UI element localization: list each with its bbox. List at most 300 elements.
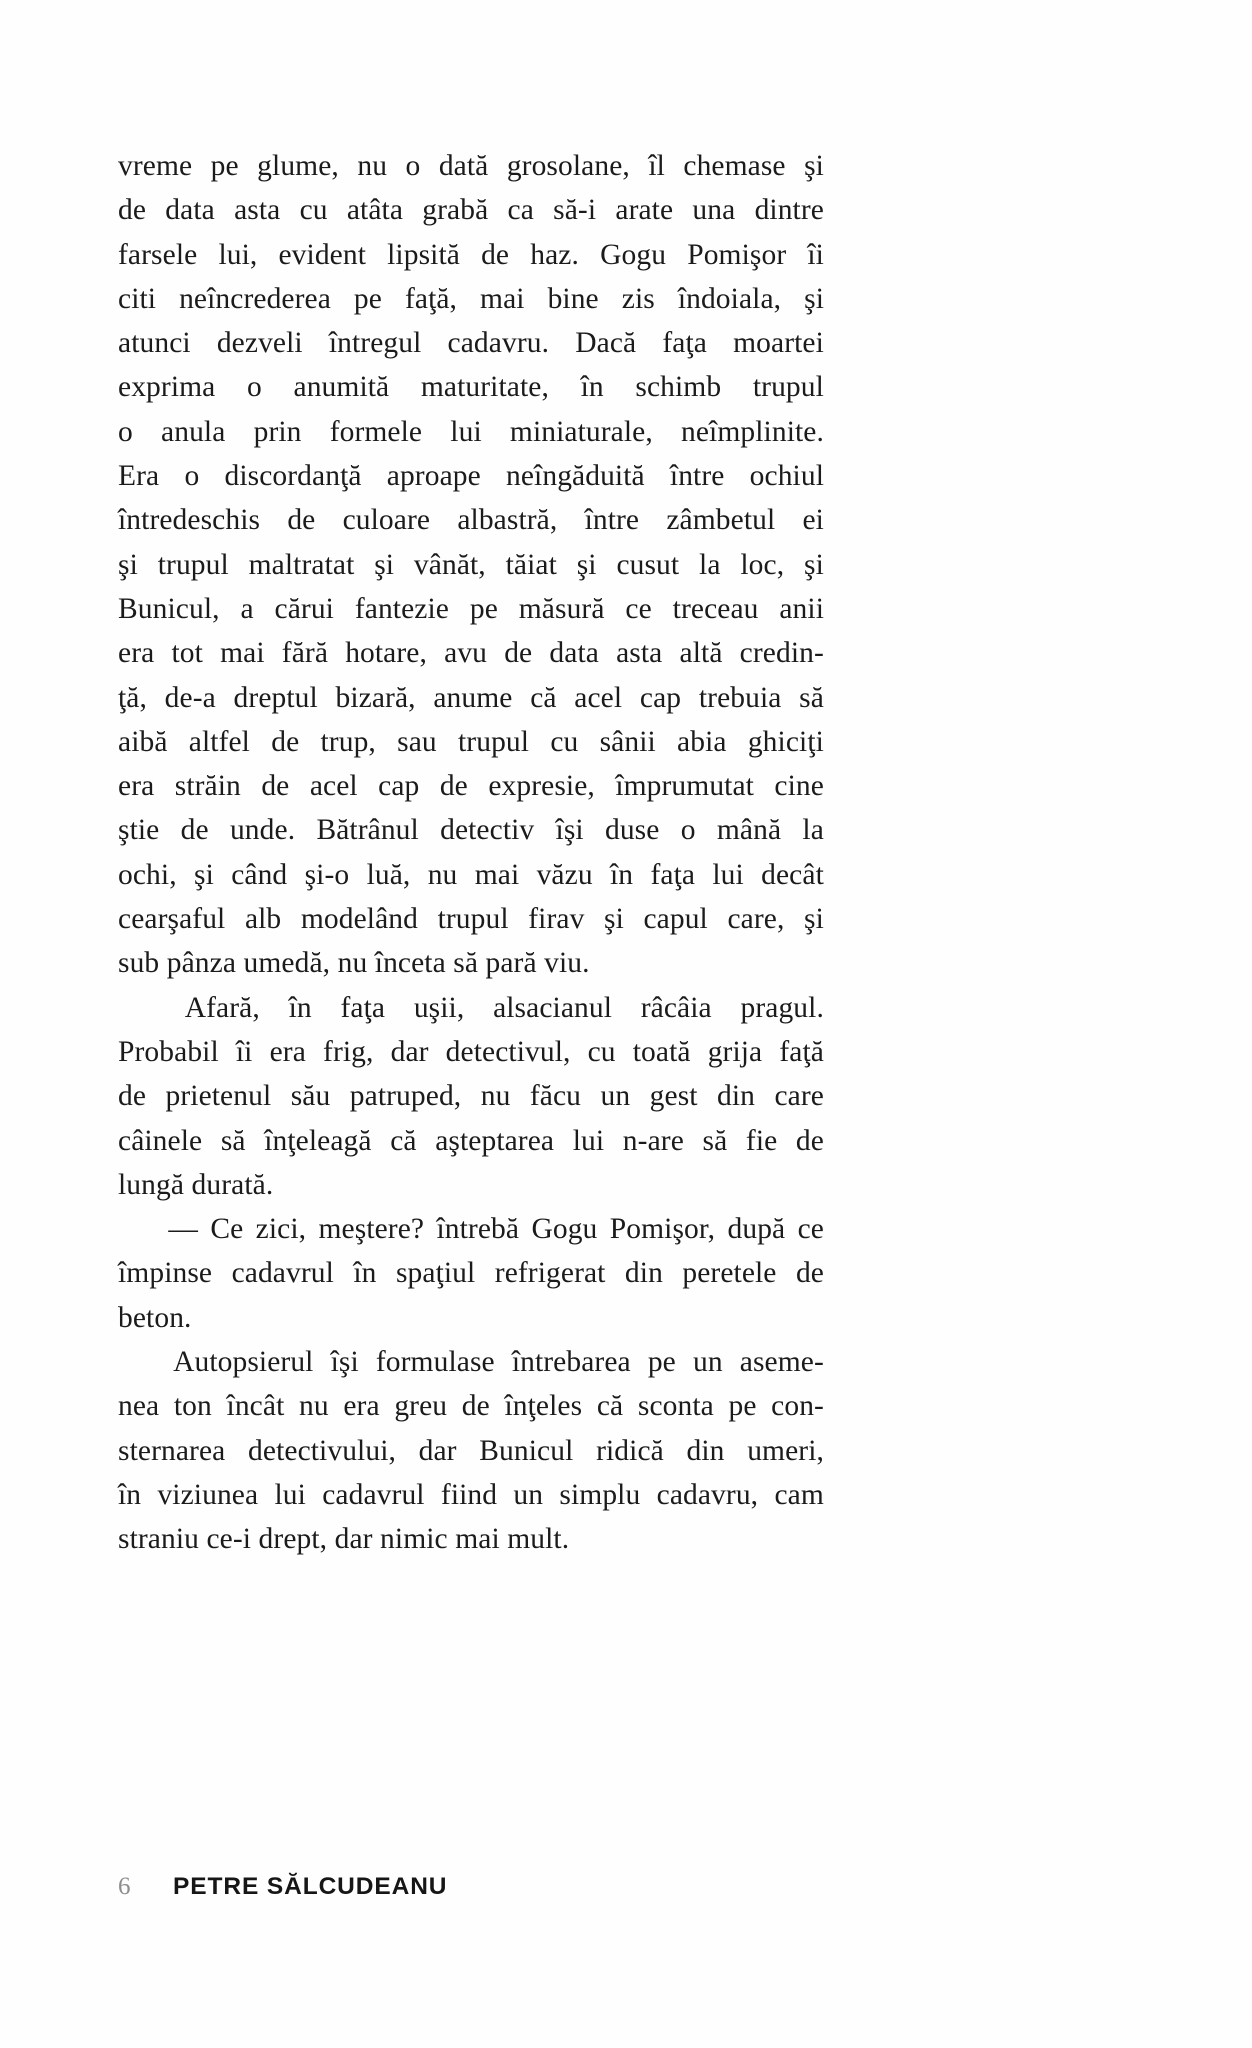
word: tot xyxy=(171,637,203,670)
text-line xyxy=(118,587,824,631)
word: a xyxy=(240,592,254,625)
text-line xyxy=(118,365,824,409)
word: că xyxy=(596,1390,624,1423)
page-footer xyxy=(118,1873,824,1901)
word: lipsită xyxy=(387,238,460,271)
word: care, xyxy=(727,903,785,936)
word: modelând xyxy=(300,903,418,936)
word: în xyxy=(118,1478,142,1511)
word: schimb xyxy=(635,371,722,404)
word: patruped, xyxy=(349,1080,462,1113)
word: alsacianul xyxy=(493,991,613,1024)
word: fie xyxy=(745,1124,778,1157)
word: Era xyxy=(118,460,160,493)
text-line xyxy=(118,631,824,675)
text-line xyxy=(118,720,824,764)
word: cap xyxy=(378,770,420,803)
word: faţă xyxy=(779,1035,824,1068)
word: frig, xyxy=(323,1035,374,1068)
word: prin xyxy=(253,415,302,448)
word: Probabil xyxy=(118,1035,219,1068)
word: întrebarea xyxy=(511,1346,631,1379)
word: lungă durată. xyxy=(118,1168,274,1201)
word: asta xyxy=(616,637,663,670)
word: refrigerat xyxy=(494,1257,606,1290)
word: ştie xyxy=(118,814,160,847)
word: râcâia xyxy=(640,991,712,1024)
word: expresie, xyxy=(488,770,595,803)
word: meştere? xyxy=(318,1213,425,1246)
word: straniu ce-i drept, dar nimic mai mult. xyxy=(118,1523,570,1556)
word: trupul xyxy=(437,903,509,936)
word: cărui xyxy=(274,592,334,625)
word: formulase xyxy=(375,1346,495,1379)
word: glume, xyxy=(257,150,339,182)
word: moartei xyxy=(733,327,824,360)
text-line xyxy=(118,144,824,188)
word: că xyxy=(530,681,557,714)
paragraph-indent xyxy=(118,1207,156,1251)
word: hotare, xyxy=(345,637,427,670)
word: firav xyxy=(528,903,585,936)
word: neîmplinite. xyxy=(681,415,824,448)
word: cusut xyxy=(616,548,680,581)
word: de xyxy=(795,1257,824,1290)
word: nu xyxy=(480,1080,511,1113)
word: de xyxy=(481,238,510,271)
word: ca xyxy=(507,194,534,227)
text-line xyxy=(118,1517,824,1561)
word: în xyxy=(288,991,312,1024)
word: beton. xyxy=(118,1301,192,1334)
word: grija xyxy=(707,1035,763,1068)
word: cam xyxy=(774,1478,824,1511)
word: grosolane, xyxy=(506,150,630,182)
word: îşi xyxy=(330,1346,359,1379)
word: detectivului, xyxy=(248,1434,396,1467)
word: şi-o xyxy=(304,858,350,891)
word: n-are xyxy=(622,1124,684,1157)
word: Bunicul, xyxy=(118,592,220,625)
text-line xyxy=(118,853,824,897)
word: evident xyxy=(278,238,367,271)
word: sub pânza umedă, nu înceta să pară viu. xyxy=(118,947,590,980)
word: câinele xyxy=(118,1124,203,1157)
word: capul xyxy=(643,903,708,936)
word: întrebă xyxy=(436,1213,520,1246)
word: cadavrul xyxy=(231,1257,334,1290)
word: ridică xyxy=(596,1434,664,1467)
word: pe xyxy=(728,1390,757,1423)
word: treceau xyxy=(672,592,759,625)
word: lui xyxy=(572,1124,605,1157)
word: o xyxy=(680,814,696,847)
word: înţeleagă xyxy=(264,1124,372,1157)
word: după xyxy=(727,1213,786,1246)
text-line xyxy=(118,1340,824,1384)
word: uşii, xyxy=(413,991,465,1024)
paragraph-autopsierul xyxy=(118,1340,824,1561)
word: miniaturale, xyxy=(509,415,653,448)
word: ţă, xyxy=(118,681,147,714)
word: un xyxy=(600,1080,631,1113)
word: arate xyxy=(615,194,674,227)
word: dreptul xyxy=(233,681,318,714)
word: să-i xyxy=(553,194,597,227)
word: şi xyxy=(604,903,624,936)
word: credin- xyxy=(739,637,824,670)
word: viziunea xyxy=(157,1478,259,1511)
word: alb xyxy=(244,903,282,936)
word: sau xyxy=(397,725,437,758)
running-head-author: PETRE SĂLCUDEANU xyxy=(173,1873,448,1900)
word: unde. xyxy=(229,814,296,847)
word: pragul. xyxy=(740,991,824,1024)
word: atâta xyxy=(346,194,404,227)
word: loc, xyxy=(740,548,785,581)
word: îi xyxy=(807,238,824,271)
text-line xyxy=(118,897,824,941)
word: maturitate, xyxy=(420,371,549,404)
word: vânăt, xyxy=(413,548,486,581)
word: cu xyxy=(550,725,579,758)
text-line xyxy=(118,1384,824,1428)
word: lui, xyxy=(218,238,258,271)
word: dintre xyxy=(754,194,824,227)
word: îl xyxy=(648,150,665,182)
word: atunci xyxy=(118,327,191,360)
word: o xyxy=(118,415,133,448)
word: era xyxy=(269,1035,306,1068)
word: ei xyxy=(802,504,824,537)
word: prietenul xyxy=(165,1080,272,1113)
word: Afară, xyxy=(184,991,260,1024)
paragraph-dialog xyxy=(118,1207,824,1340)
text-line xyxy=(118,1207,824,1251)
word: farsele xyxy=(118,238,198,271)
word: din xyxy=(686,1434,725,1467)
word: de xyxy=(439,770,468,803)
word: cadavru, xyxy=(656,1478,759,1511)
word: fără xyxy=(281,637,329,670)
text-line xyxy=(118,1429,824,1473)
word: aşteptarea xyxy=(435,1124,555,1157)
word: cap xyxy=(639,681,682,714)
word: îi xyxy=(235,1035,253,1068)
word: cadavru. xyxy=(447,327,550,360)
word: faţa xyxy=(340,991,386,1024)
word: nu xyxy=(299,1390,329,1423)
word: cine xyxy=(774,770,824,803)
word: şi xyxy=(374,548,395,581)
word: anii xyxy=(779,592,824,625)
word: la xyxy=(699,548,721,581)
word: străin xyxy=(174,770,241,803)
word: şi xyxy=(193,858,214,891)
word: trupul xyxy=(752,371,824,404)
word: fantezie xyxy=(354,592,449,625)
word: văzu xyxy=(536,858,593,891)
word: de xyxy=(261,770,290,803)
word: cadavrul xyxy=(322,1478,425,1511)
text-line xyxy=(118,941,824,985)
word: de xyxy=(461,1390,490,1423)
word: faţă, xyxy=(404,282,458,315)
word: bine xyxy=(547,282,599,315)
word: de xyxy=(118,1080,147,1113)
text-line xyxy=(118,233,824,277)
word: una xyxy=(692,194,736,227)
word: zici, xyxy=(255,1213,307,1246)
word: dată xyxy=(438,150,489,182)
text-line xyxy=(118,1074,824,1118)
word: sânii xyxy=(599,725,656,758)
word: Bătrânul xyxy=(316,814,419,847)
word: sternarea xyxy=(118,1434,226,1467)
word: greu xyxy=(394,1390,448,1423)
word: mai xyxy=(220,637,265,670)
word: faţa xyxy=(650,858,696,891)
word: zâmbetul xyxy=(666,504,776,537)
word: anume xyxy=(433,681,513,714)
word: gest xyxy=(649,1080,698,1113)
word: dezveli xyxy=(216,327,303,360)
word: de xyxy=(271,725,300,758)
word: Gogu xyxy=(531,1213,598,1246)
word: lui xyxy=(712,858,744,891)
page-text-block xyxy=(118,144,824,1562)
word: formele xyxy=(329,415,423,448)
word: decât xyxy=(761,858,824,891)
word: Autopsierul xyxy=(173,1346,314,1379)
text-line xyxy=(118,808,824,852)
word: şi xyxy=(804,282,824,315)
word: cearşaful xyxy=(118,903,226,936)
word: dar xyxy=(418,1434,457,1467)
word: acel xyxy=(574,681,623,714)
word: albastră, xyxy=(457,504,558,537)
word: aibă xyxy=(118,725,168,758)
word: neîncrederea xyxy=(179,282,331,315)
paragraph-indent xyxy=(118,1340,156,1384)
word: cu xyxy=(587,1035,616,1068)
word: pe xyxy=(353,282,382,315)
word: acel xyxy=(309,770,358,803)
word: o xyxy=(184,460,200,493)
text-line xyxy=(118,676,824,720)
word: zis xyxy=(621,282,655,315)
word: împinse xyxy=(118,1257,213,1290)
paragraph-continued xyxy=(118,144,824,986)
word: anula xyxy=(161,415,226,448)
word: şi xyxy=(804,150,824,182)
word: pe xyxy=(647,1346,676,1379)
word: luă, xyxy=(366,858,411,891)
word: să xyxy=(702,1124,728,1157)
word: o xyxy=(247,371,262,404)
word: la xyxy=(802,814,824,847)
word: ce xyxy=(797,1213,824,1246)
word: să xyxy=(799,681,824,714)
word: culoare xyxy=(342,504,431,537)
word: era xyxy=(118,770,155,803)
word: ce xyxy=(625,592,652,625)
word: trupul xyxy=(157,548,229,581)
word: de xyxy=(180,814,209,847)
word: şi xyxy=(804,548,824,581)
word: din xyxy=(717,1080,756,1113)
word: era xyxy=(118,637,155,670)
word: vreme xyxy=(118,150,193,182)
word: să xyxy=(220,1124,246,1157)
word: detectivul, xyxy=(445,1035,571,1068)
word: chemase xyxy=(683,150,786,182)
word: îşi xyxy=(555,814,584,847)
paragraph-afara xyxy=(118,986,824,1207)
text-line xyxy=(118,1296,824,1340)
word: un xyxy=(692,1346,723,1379)
word: în xyxy=(580,371,604,404)
word: în xyxy=(353,1257,377,1290)
word: cu xyxy=(299,194,328,227)
word: asta xyxy=(234,194,281,227)
word: de xyxy=(118,194,147,227)
word: discordanţă xyxy=(224,460,362,493)
word: umeri, xyxy=(747,1434,824,1467)
word: pe xyxy=(210,150,239,182)
word: Pomişor xyxy=(687,238,787,271)
word: data xyxy=(549,637,599,670)
word: îndoiala, xyxy=(677,282,782,315)
word: între xyxy=(669,460,725,493)
word: aseme- xyxy=(739,1346,824,1379)
word: de-a xyxy=(164,681,216,714)
word: abia xyxy=(677,725,727,758)
word: dar xyxy=(390,1035,429,1068)
text-line xyxy=(118,188,824,232)
word: făcu xyxy=(529,1080,582,1113)
word: lui xyxy=(450,415,482,448)
word: din xyxy=(624,1257,663,1290)
word: con- xyxy=(771,1390,824,1423)
word: mai xyxy=(474,858,520,891)
text-line xyxy=(118,1251,824,1295)
word: şi xyxy=(576,548,597,581)
text-line xyxy=(118,543,824,587)
word: Ce xyxy=(210,1213,244,1246)
word: întregul xyxy=(328,327,422,360)
word: în xyxy=(609,858,634,891)
word: un xyxy=(513,1478,544,1511)
word: Gogu xyxy=(600,238,667,271)
word: ochi, xyxy=(118,858,177,891)
text-line xyxy=(118,1163,824,1207)
word: de xyxy=(795,1124,824,1157)
word: ochiul xyxy=(749,460,824,493)
word: Bunicul xyxy=(479,1434,574,1467)
word: încât xyxy=(226,1390,285,1423)
word: între xyxy=(584,504,640,537)
word: trupul xyxy=(458,725,530,758)
word: mână xyxy=(716,814,782,847)
page-number: 6 xyxy=(118,1873,131,1900)
word: altă xyxy=(679,637,723,670)
word: când xyxy=(231,858,288,891)
text-line xyxy=(118,1473,824,1517)
text-line xyxy=(118,321,824,365)
word: Dacă xyxy=(575,327,637,360)
text-line xyxy=(118,410,824,454)
word: înţeles xyxy=(504,1390,583,1423)
word: maltratat xyxy=(248,548,355,581)
word: sconta xyxy=(637,1390,714,1423)
word: mai xyxy=(480,282,525,315)
word: de xyxy=(287,504,316,537)
word: fiind xyxy=(440,1478,498,1511)
word: — xyxy=(168,1213,198,1246)
word: faţa xyxy=(662,327,707,360)
word: aproape xyxy=(386,460,481,493)
word: data xyxy=(165,194,215,227)
word: haz. xyxy=(530,238,579,271)
word: citi xyxy=(118,282,157,315)
word: altfel xyxy=(188,725,250,758)
word: exprima xyxy=(118,371,216,404)
word: lui xyxy=(274,1478,306,1511)
text-line xyxy=(118,764,824,808)
word: simplu xyxy=(559,1478,641,1511)
word: tăiat xyxy=(505,548,557,581)
word: Pomişor, xyxy=(609,1213,716,1246)
word: era xyxy=(343,1390,380,1423)
text-line xyxy=(118,498,824,542)
word: ghiciţi xyxy=(747,725,824,758)
word: peretele xyxy=(682,1257,777,1290)
word: care xyxy=(774,1080,824,1113)
word: toată xyxy=(632,1035,691,1068)
word: avu xyxy=(444,637,488,670)
word: spaţiul xyxy=(395,1257,476,1290)
word: nu xyxy=(427,858,458,891)
word: nu xyxy=(357,150,388,182)
word: şi xyxy=(804,903,824,936)
word: ton xyxy=(173,1390,212,1423)
paragraph-indent xyxy=(118,986,156,1030)
text-line xyxy=(118,1030,824,1074)
word: detectiv xyxy=(440,814,535,847)
word: trebuia xyxy=(698,681,782,714)
word: întredeschis xyxy=(118,504,261,537)
word: şi xyxy=(118,548,138,581)
word: de xyxy=(504,637,533,670)
word: trup, xyxy=(320,725,376,758)
word: că xyxy=(390,1124,417,1157)
word: neîngăduită xyxy=(506,460,645,493)
text-line xyxy=(118,454,824,498)
word: său xyxy=(290,1080,331,1113)
text-line xyxy=(118,277,824,321)
word: bizară, xyxy=(335,681,416,714)
word: măsură xyxy=(518,592,605,625)
text-line xyxy=(118,1119,824,1163)
word: împrumutat xyxy=(615,770,754,803)
word: anumită xyxy=(293,371,390,404)
word: nea xyxy=(118,1390,160,1423)
word: grabă xyxy=(422,194,489,227)
text-line xyxy=(118,986,824,1030)
word: o xyxy=(405,150,421,182)
word: pe xyxy=(469,592,498,625)
